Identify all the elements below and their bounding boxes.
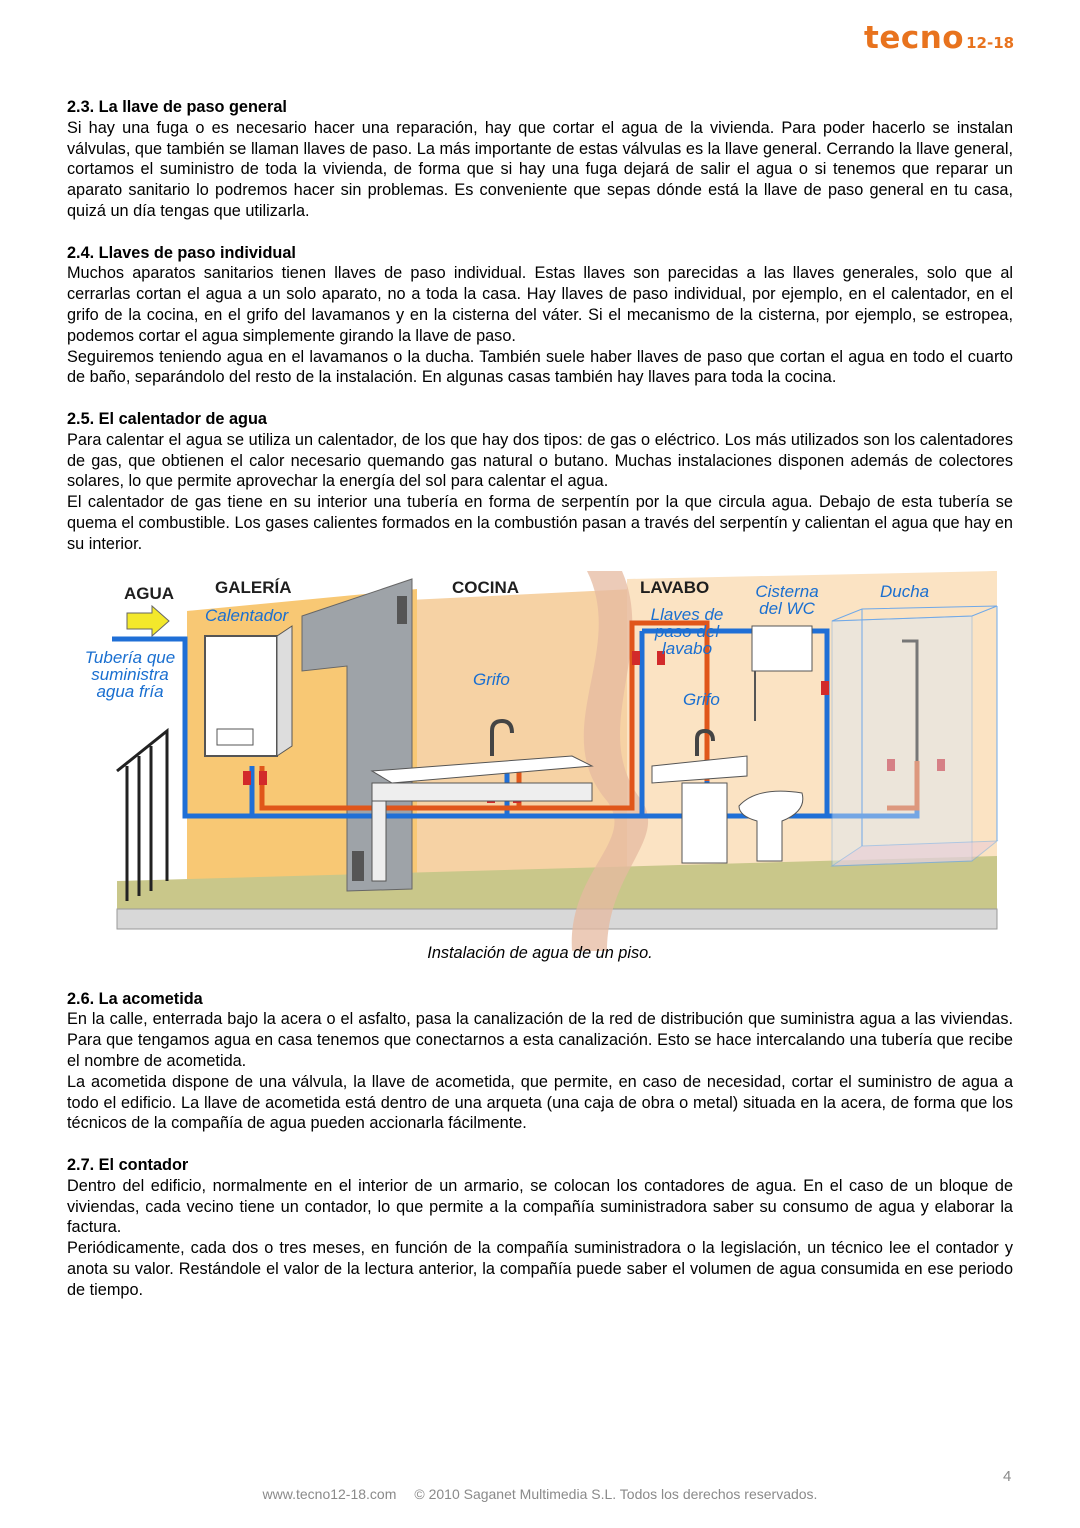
paragraph: Para calentar el agua se utiliza un calentador, de los que hay dos tipos: de gas o eléctrico. Los más utilizados son los calentadores de gas, que obtienen el calor necesario quemando gas natural o butano. Muchas instalaciones disponen además de colectores solares, lo que permite aprovechar la energía del sol para calentar el agua. [67,430,1013,491]
water-heater [205,626,292,756]
label-calentador: Calentador [205,605,289,625]
section-title: 2.4. Llaves de paso individual [67,243,296,262]
section-llaves-individual [67,243,1013,389]
document-body [67,97,1013,1321]
paragraph: La acometida dispone de una válvula, la llave de acometida, que permite, en caso de necesidad, cortar el suministro de agua a todo el edificio. La llave de acometida está dentro de una arqueta (una caja de obra o metal) situada en la acera, de forma que los técnicos de la compañía de agua pueden accionarla fácilmente. [67,1072,1013,1133]
label-agua: AGUA [124,583,175,603]
section-calentador [67,409,1013,555]
paragraph: Seguiremos teniendo agua en el lavamanos o la ducha. También suele haber llaves de paso que cortan el agua en todo el cuarto de baño, separándolo del resto de la instalación. En algunas casas también hay llaves para toda la cocina. [67,347,1013,387]
paragraph: Dentro del edificio, normalmente en el interior de un armario, se colocan los contadores de agua. En el caso de un bloque de viviendas, cada vecino tiene un contador, lo que permite a la compañía suministradora saber su consumo de agua y elaborar la factura. [67,1176,1013,1237]
paragraph: Si hay una fuga o es necesario hacer una reparación, hay que cortar el agua de la vivienda. Para poder hacerlo se instalan válvulas, que también se llaman llaves de paso. La más importante de estas válvulas es la llave general. Cerrando la llave general, cortamos el suministro de toda la vivienda, de forma que si hay una fuga dejará de salir el agua o si tenemos que reparar un aparato sanitario lo podremos hacer sin problemas. Es conveniente que sepas dónde está la llave de paso general en tu casa, quizá un día tengas que utilizarla. [67,118,1013,220]
label-lavabo: LAVABO [640,577,710,597]
brand-logo [864,20,1014,56]
floor-edge [117,909,997,929]
paragraph: En la calle, enterrada bajo la acera o el asfalto, pasa la canalización de la red de distribución que suministra agua a las viviendas. Para que tengamos agua en casa tenemos que conectarnos a esta canalización. Esto se hace intercalando una tubería que recibe el nombre de acometida. [67,1010,1013,1070]
footer-website[interactable]: www.tecno12-18.com [262,1486,397,1502]
vent-grille-low [352,851,364,881]
label-cocina: COCINA [452,577,520,597]
paragraph: Periódicamente, cada dos o tres meses, en función de la compañía suministradora o la legislación, un técnico lee el contador y anota su valor. Restándole el valor de la lectura anterior, la compañía puede saber el volumen de agua consumida en ese periodo de tiempo. [67,1239,1013,1299]
section-llave-general [67,97,1013,222]
label-llaves-lavabo: Llaves de paso del lavabo [650,604,724,658]
logo-word: tecno [864,20,965,56]
water-arrow [127,606,169,636]
section-title: 2.5. El calentador de agua [67,409,267,428]
vent-grille [397,596,407,624]
water-installation-figure [67,571,1013,969]
section-acometida [67,989,1013,1135]
logo-number: 12-18 [966,34,1015,52]
section-title: 2.3. La llave de paso general [67,98,287,116]
section-title: 2.6. La acometida [67,989,203,1008]
page-number: 4 [1003,1468,1012,1485]
railing [117,731,167,901]
label-cisterna: Cisterna del WC [755,581,819,618]
shower-enclosure [832,606,997,866]
page-footer [0,1486,1080,1502]
label-tuberia: Tubería que suministra agua fría [84,647,176,701]
section-contador [67,1155,1013,1301]
paragraph: El calentador de gas tiene en su interior una tubería en forma de serpentín por la que circula agua. Debajo de esta tubería se quema el combustible. Los gases calientes formados en la combustión pasan a través del serpentín y calientan el agua que hay en su interior. [67,493,1013,553]
paragraph: Muchos aparatos sanitarios tienen llaves de paso individual. Estas llaves son parecidas a las llaves generales, solo que al cerrarlas cortan el agua a un solo aparato, no a toda la casa. Hay llaves de paso individual, por ejemplo, en el calentador, en el grifo de la cocina, en el grifo del lavamanos y en la cisterna del váter. Si el mecanismo de la cisterna, por ejemplo, se estropea, podemos cortar el agua simplemente girando la llave de paso. [67,264,1013,345]
footer-copyright: © 2010 Saganet Multimedia S.L. Todos los derechos reservados. [414,1486,818,1502]
label-grifo-lavabo: Grifo [683,689,720,709]
label-grifo-cocina: Grifo [473,669,510,689]
figure-caption: Instalación de agua de un piso. [427,943,653,962]
section-title: 2.7. El contador [67,1155,189,1174]
label-galeria: GALERÍA [215,577,292,597]
label-ducha: Ducha [880,581,930,601]
installation-illustration [67,571,1013,969]
